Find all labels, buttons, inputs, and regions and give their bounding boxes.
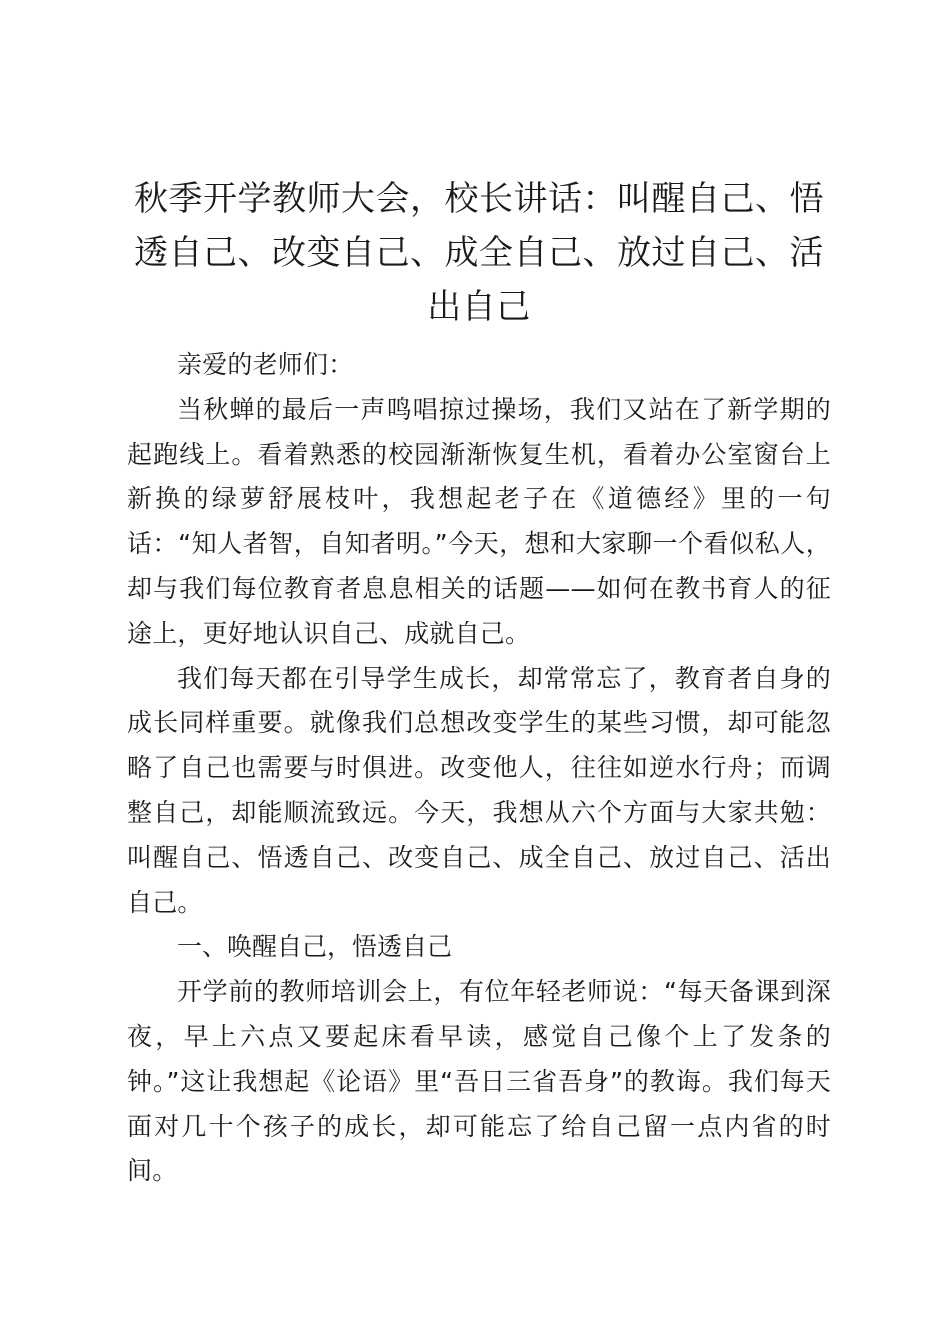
section-heading: 一、唤醒自己，悟透自己 xyxy=(177,932,453,962)
body-paragraph-2: 我们每天都在引导学生成长，却常常忘了，教育者自身的成长同样重要。就像我们总想改变学生的某些习惯，却可能忽略了自己也需要与时俱进。改变他人，往往如逆水行舟；而调整自己，却能顺流致远。今天，我想从六个方面与大家共勉：叫醒自己、悟透自己、改变自己、成全自己、放过自己、活出自己。 xyxy=(127,663,831,917)
salutation: 亲爱的老师们： xyxy=(177,350,354,379)
document-title: 秋季开学教师大会，校长讲话：叫醒自己、悟透自己、改变自己、成全自己、放过自己、活出自己 xyxy=(134,179,824,327)
body-paragraph-1: 当秋蝉的最后一声鸣唱掠过操场，我们又站在了新学期的起跑线上。看着熟悉的校园渐渐恢复生机，看着办公室窗台上新换的绿萝舒展枝叶，我想起老子在《道德经》里的一句话：“知人者智，自知者明。”今天，想和大家聊一个看似私人，却与我们每位教育者息息相关的话题——如何在教书育人的征途上，更好地认识自己、成就自己。 xyxy=(127,394,831,648)
section-paragraph: 开学前的教师培训会上，有位年轻老师说：“每天备课到深夜，早上六点又要起床看早读，感觉自己像个上了发条的钟。”这让我想起《论语》里“吾日三省吾身”的教诲。我们每天面对几十个孩子的成长，却可能忘了给自己留一点内省的时间。 xyxy=(127,977,831,1186)
document-page xyxy=(127,172,831,1194)
